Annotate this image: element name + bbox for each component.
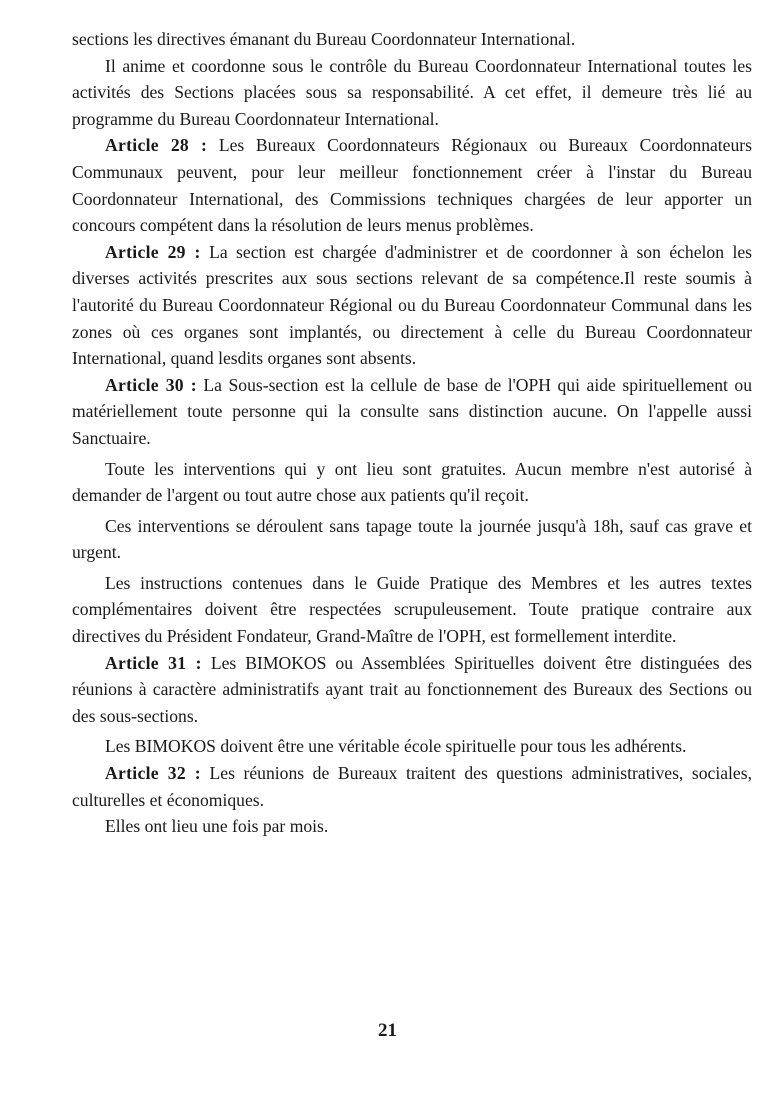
paragraph-meeting-frequency xyxy=(72,813,752,840)
paragraph-bimokos-school xyxy=(72,733,752,760)
paragraph-bureau-role xyxy=(72,53,752,133)
article-label: Article 29 : xyxy=(105,241,201,262)
paragraph-text: Elles ont lieu une fois par mois. xyxy=(105,816,329,837)
article-label: Article 32 : xyxy=(105,763,201,784)
article-text: La Sous-section est la cellule de base de l'OPH qui aide spirituellement ou matériellement toute personne qui la consulte sans distinction aucune. On l'appelle aussi Sanctuaire. xyxy=(72,374,752,448)
document-body xyxy=(72,26,752,840)
article-label: Article 28 : xyxy=(105,135,208,156)
article-28 xyxy=(72,132,752,238)
page-number: 21 xyxy=(378,1020,397,1041)
article-label: Article 30 : xyxy=(105,374,197,395)
article-29 xyxy=(72,239,752,372)
paragraph-intro-continuation xyxy=(72,26,752,53)
paragraph-text: sections les directives émanant du Bureau Coordonnateur International. xyxy=(72,29,576,49)
article-30 xyxy=(72,372,752,452)
paragraph-text: Il anime et coordonne sous le contrôle du Bureau Coordonnateur International toutes les activités des Sections placées sous sa responsabilité. A cet effet, il demeure très lié au programme du Bureau Coordonnateur International. xyxy=(72,55,752,129)
paragraph-text: Les instructions contenues dans le Guide Pratique des Membres et les autres textes complémentaires doivent être respectées scrupuleusement. Toute pratique contraire aux directives du Président Fondateur, Grand-Maître de l'OPH, est formellement interdite. xyxy=(72,572,752,647)
paragraph-free-interventions xyxy=(72,456,752,509)
article-text: La section est chargée d'administrer et de coordonner à son échelon les diverses activités prescrites aux sous sections relevant de sa compétence.Il reste soumis à l'autorité du Bureau Coordonnateur Régional ou du Bureau Coordonnateur Communal dans les zones où ces organes sont implantés, ou directement à celle du Bureau Coordonnateur International, quand lesdits organes sont absents. xyxy=(72,241,752,369)
article-text: Les BIMOKOS ou Assemblées Spirituelles doivent être distinguées des réunions à caractère administratifs ayant trait au fonctionnement des Bureaux des Sections ou des sous-sections. xyxy=(72,652,753,726)
paragraph-instructions xyxy=(72,570,752,650)
article-31 xyxy=(72,650,752,730)
article-label: Article 31 : xyxy=(105,652,202,673)
article-text: Les Bureaux Coordonnateurs Régionaux ou Bureaux Coordonnateurs Communaux peuvent, pour leur meilleur fonctionnement créer à l'instar du Bureau Coordonnateur International, des Commissions techniques chargées de leur apporter un concours compétent dans la résolution de leurs menus problèmes. xyxy=(72,135,752,236)
paragraph-text: Toute les interventions qui y ont lieu sont gratuites. Aucun membre n'est autorisé à demander de l'argent ou tout autre chose aux patients qu'il reçoit. xyxy=(72,458,752,506)
article-32 xyxy=(72,760,752,813)
paragraph-text: Les BIMOKOS doivent être une véritable école spirituelle pour tous les adhérents. xyxy=(105,736,687,757)
paragraph-intervention-hours xyxy=(72,513,752,566)
paragraph-text: Ces interventions se déroulent sans tapage toute la journée jusqu'à 18h, sauf cas grave et urgent. xyxy=(72,515,752,563)
article-text: Les réunions de Bureaux traitent des questions administratives, sociales, culturelles et économiques. xyxy=(72,763,752,810)
